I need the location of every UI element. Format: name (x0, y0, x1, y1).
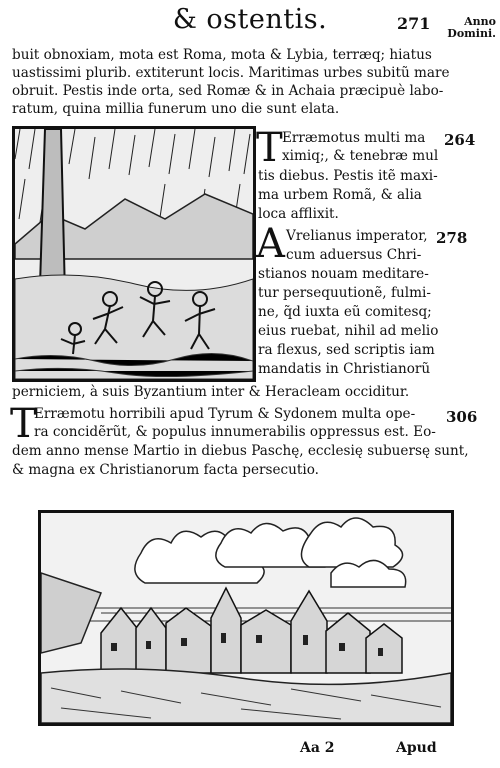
text-line: ra concidẽrũt, & populus innumerabilis oppressus est. Eo- (34, 424, 436, 440)
text-line: perniciem, à suis Byzantium inter & Heracleam occiditur. (12, 384, 410, 400)
dropcap-letter: T (256, 125, 283, 171)
margin-heading: Anno Domini. (447, 15, 496, 40)
running-title: & ostentis. (172, 4, 328, 35)
signature-mark: Aa 2 (300, 740, 335, 756)
text-line: ra flexus, sed scriptis iam (258, 342, 435, 358)
dropcap-letter: A (256, 221, 285, 267)
text-line: cum aduersus Chri- (286, 247, 422, 263)
page-number: 271 (397, 14, 431, 33)
text-line: ratum, quina millia funerum uno die sunt elata. (12, 101, 340, 117)
text-line: ximiq;, & tenebræ mul (282, 148, 439, 164)
text-line: mandatis in Christianorũ (258, 361, 431, 377)
text-line: ma urbem Romã, & alia (258, 187, 422, 203)
text-line: uastissimi plurib. extiterunt locis. Maritimas urbes subitũ mare (12, 65, 450, 81)
text-line: buit obnoxiam, mota est Roma, mota & Lybia, terræq; hiatus (12, 47, 432, 63)
woodcut-illustration-earthquake-city (38, 510, 454, 726)
margin-year: 278 (436, 229, 468, 247)
margin-year: 306 (446, 408, 478, 426)
text-line: Vrelianus imperator, (286, 228, 428, 244)
woodcut-illustration-storm (12, 126, 256, 382)
dropcap-letter: T (10, 401, 37, 447)
text-line: Erræmotus multi ma (282, 130, 426, 146)
margin-year: 264 (444, 131, 476, 149)
text-line: dem anno mense Martio in diebus Paschę, ecclesię subuersę sunt, (12, 443, 469, 459)
text-line: Erræmotu horribili apud Tyrum & Sydonem multa ope- (34, 406, 416, 422)
text-line: eius ruebat, nihil ad melio (258, 323, 439, 339)
text-line: tis diebus. Pestis itẽ maxi- (258, 168, 438, 184)
text-line: obruit. Pestis inde orta, sed Romæ & in Achaia præcipuè labo- (12, 83, 444, 99)
catchword: Apud (396, 740, 437, 756)
text-line: & magna ex Christianorum facta persecutio. (12, 462, 319, 478)
text-line: stianos nouam meditare- (258, 266, 429, 282)
text-line: tur persequutionẽ, fulmi- (258, 285, 431, 301)
text-line: ne, q̃d iuxta eũ comitesq; (258, 304, 432, 320)
text-line: loca afflixit. (258, 206, 339, 222)
